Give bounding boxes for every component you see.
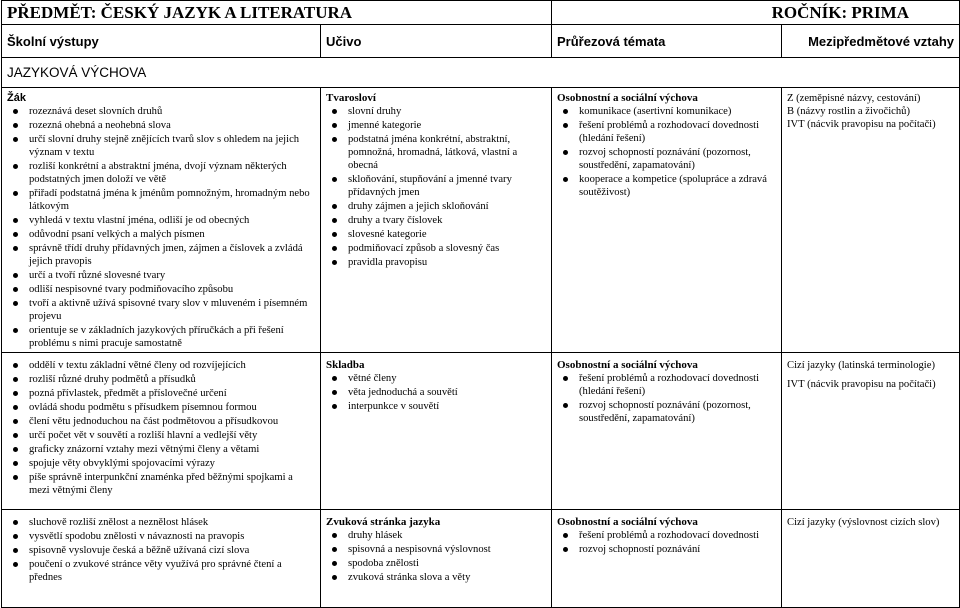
cross-themes-list: [557, 372, 776, 425]
list-item: rozliší různé druhy podmětů a přísudků: [29, 373, 315, 386]
list-item: tvoří a aktivně užívá spisovné tvary slov v mluveném i písemném projevu: [29, 297, 315, 323]
list-item: komunikace (asertivní komunikace): [579, 105, 776, 118]
list-item: rozeznává deset slovních druhů: [29, 105, 315, 118]
cross-themes-head: Osobnostní a sociální výchova: [557, 92, 698, 104]
subject-title: PŘEDMĚT: ČESKÝ JAZYK A LITERATURA: [2, 1, 552, 25]
list-item: vysvětlí spodobu znělosti v návaznosti na pravopis: [29, 530, 315, 543]
relation-text: Cizí jazyky (výslovnost cizích slov): [787, 517, 940, 528]
outcomes-list: [7, 359, 315, 497]
list-item: píše správně interpunkční znaménka před běžnými spojkami a mezi větnými členy: [29, 471, 315, 497]
section-row: [2, 58, 960, 88]
grade-title: ROČNÍK: PRIMA: [552, 1, 960, 25]
list-item: spisovná a nespisovná výslovnost: [348, 543, 546, 556]
list-item: řešení problémů a rozhodovací dovednosti (hledání řešení): [579, 119, 776, 145]
list-item: podstatná jména konkrétní, abstraktní, pomnožná, hromadná, látková, vlastní a obecná: [348, 133, 546, 172]
list-item: určí počet vět v souvětí a rozliší hlavní a vedlejší věty: [29, 429, 315, 442]
list-item: rozvoj schopností poznávání: [579, 543, 776, 556]
list-item: druhy hlásek: [348, 529, 546, 542]
table-row: [2, 353, 960, 510]
list-item: odůvodní psaní velkých a malých písmen: [29, 228, 315, 241]
interdisciplinary-cell: [782, 353, 960, 510]
cross-themes-cell: [552, 88, 782, 353]
list-item: ovládá shodu podmětu s přísudkem písemnou formou: [29, 401, 315, 414]
list-item: správně třídí druhy přídavných jmen, zájmen a číslovek a zvládá jejich pravopis: [29, 242, 315, 268]
content-cell: [321, 353, 552, 510]
table-row: [2, 88, 960, 353]
outcomes-cell: [2, 510, 321, 608]
list-item: rozvoj schopností poznávání (pozornost, soustředění, zapamatování): [579, 399, 776, 425]
interdisciplinary-cell: [782, 88, 960, 353]
list-item: orientuje se v základních jazykových příručkách a při řešení problému s nimi pracuje samostatně: [29, 324, 315, 350]
content-list: [326, 372, 546, 413]
list-item: větné členy: [348, 372, 546, 385]
list-item: kooperace a kompetice (spolupráce a zdravá soutěživost): [579, 173, 776, 199]
content-head: Skladba: [326, 359, 365, 371]
list-item: vyhledá v textu vlastní jména, odliší je od obecných: [29, 214, 315, 227]
list-item: podmiňovací způsob a slovesný čas: [348, 242, 546, 255]
header-cross-themes: Průřezová témata: [552, 25, 782, 58]
list-item: rozezná ohebná a neohebná slova: [29, 119, 315, 132]
cross-themes-cell: [552, 353, 782, 510]
list-item: sluchově rozliší znělost a neznělost hlásek: [29, 516, 315, 529]
list-item: pozná přívlastek, předmět a příslovečné určení: [29, 387, 315, 400]
list-item: slovesné kategorie: [348, 228, 546, 241]
curriculum-table: [1, 0, 960, 608]
content-cell: [321, 510, 552, 608]
content-head: Tvarosloví: [326, 92, 376, 104]
list-item: oddělí v textu základní větné členy od rozvíjejících: [29, 359, 315, 372]
list-item: zvuková stránka slova a věty: [348, 571, 546, 584]
cross-themes-head: Osobnostní a sociální výchova: [557, 359, 698, 371]
relation-text: IVT (nácvik pravopisu na počítači): [787, 119, 936, 130]
list-item: člení větu jednoduchou na část podmětovou a přísudkovou: [29, 415, 315, 428]
list-item: slovní druhy: [348, 105, 546, 118]
content-list: [326, 105, 546, 269]
title-row: [2, 1, 960, 25]
section-title: JAZYKOVÁ VÝCHOVA: [2, 58, 960, 88]
list-item: rozvoj schopností poznávání (pozornost, soustředění, zapamatování): [579, 146, 776, 172]
header-interdisciplinary: Mezipředmětové vztahy: [782, 25, 960, 58]
cross-themes-cell: [552, 510, 782, 608]
list-item: pravidla pravopisu: [348, 256, 546, 269]
list-item: druhy a tvary číslovek: [348, 214, 546, 227]
header-content: Učivo: [321, 25, 552, 58]
content-list: [326, 529, 546, 584]
list-item: druhy zájmen a jejich skloňování: [348, 200, 546, 213]
interdisciplinary-cell: [782, 510, 960, 608]
cross-themes-head: Osobnostní a sociální výchova: [557, 516, 698, 528]
list-item: jmenné kategorie: [348, 119, 546, 132]
list-item: poučení o zvukové stránce věty využívá pro správné čtení a přednes: [29, 558, 315, 584]
list-item: skloňování, stupňování a jmenné tvary přídavných jmen: [348, 173, 546, 199]
outcomes-list: [7, 105, 315, 350]
list-item: přiřadí podstatná jména k jménům pomnožným, hromadným nebo látkovým: [29, 187, 315, 213]
outcomes-list: [7, 516, 315, 584]
list-item: spojuje věty obvyklými spojovacími výrazy: [29, 457, 315, 470]
list-item: určí a tvoří různé slovesné tvary: [29, 269, 315, 282]
cross-themes-list: [557, 105, 776, 199]
list-item: řešení problémů a rozhodovací dovednosti (hledání řešení): [579, 372, 776, 398]
list-item: rozliší konkrétní a abstraktní jména, dvojí význam některých podstatných jmen doloží ve větě: [29, 160, 315, 186]
relation-text: Z (zeměpisné názvy, cestování): [787, 93, 921, 104]
cross-themes-list: [557, 529, 776, 556]
list-item: interpunkce v souvětí: [348, 400, 546, 413]
outcomes-cell: [2, 88, 321, 353]
relation-text: Cizí jazyky (latinská terminologie): [787, 360, 935, 371]
list-item: spodoba znělosti: [348, 557, 546, 570]
content-cell: [321, 88, 552, 353]
outcomes-cell: [2, 353, 321, 510]
relation-text: IVT (nácvik pravopisu na počítači): [787, 379, 936, 390]
header-row: [2, 25, 960, 58]
header-outcomes: Školní výstupy: [2, 25, 321, 58]
table-row: [2, 510, 960, 608]
list-item: řešení problémů a rozhodovací dovednosti: [579, 529, 776, 542]
outcomes-head: Žák: [7, 92, 26, 104]
list-item: graficky znázorní vztahy mezi větnými členy a větami: [29, 443, 315, 456]
list-item: věta jednoduchá a souvětí: [348, 386, 546, 399]
list-item: odliší nespisovné tvary podmiňovacího způsobu: [29, 283, 315, 296]
content-head: Zvuková stránka jazyka: [326, 516, 441, 528]
list-item: spisovně vyslovuje česká a běžně užívaná cizí slova: [29, 544, 315, 557]
list-item: určí slovní druhy stejně znějících tvarů slov s ohledem na jejich význam v textu: [29, 133, 315, 159]
relation-text: B (názvy rostlin a živočichů): [787, 106, 910, 117]
